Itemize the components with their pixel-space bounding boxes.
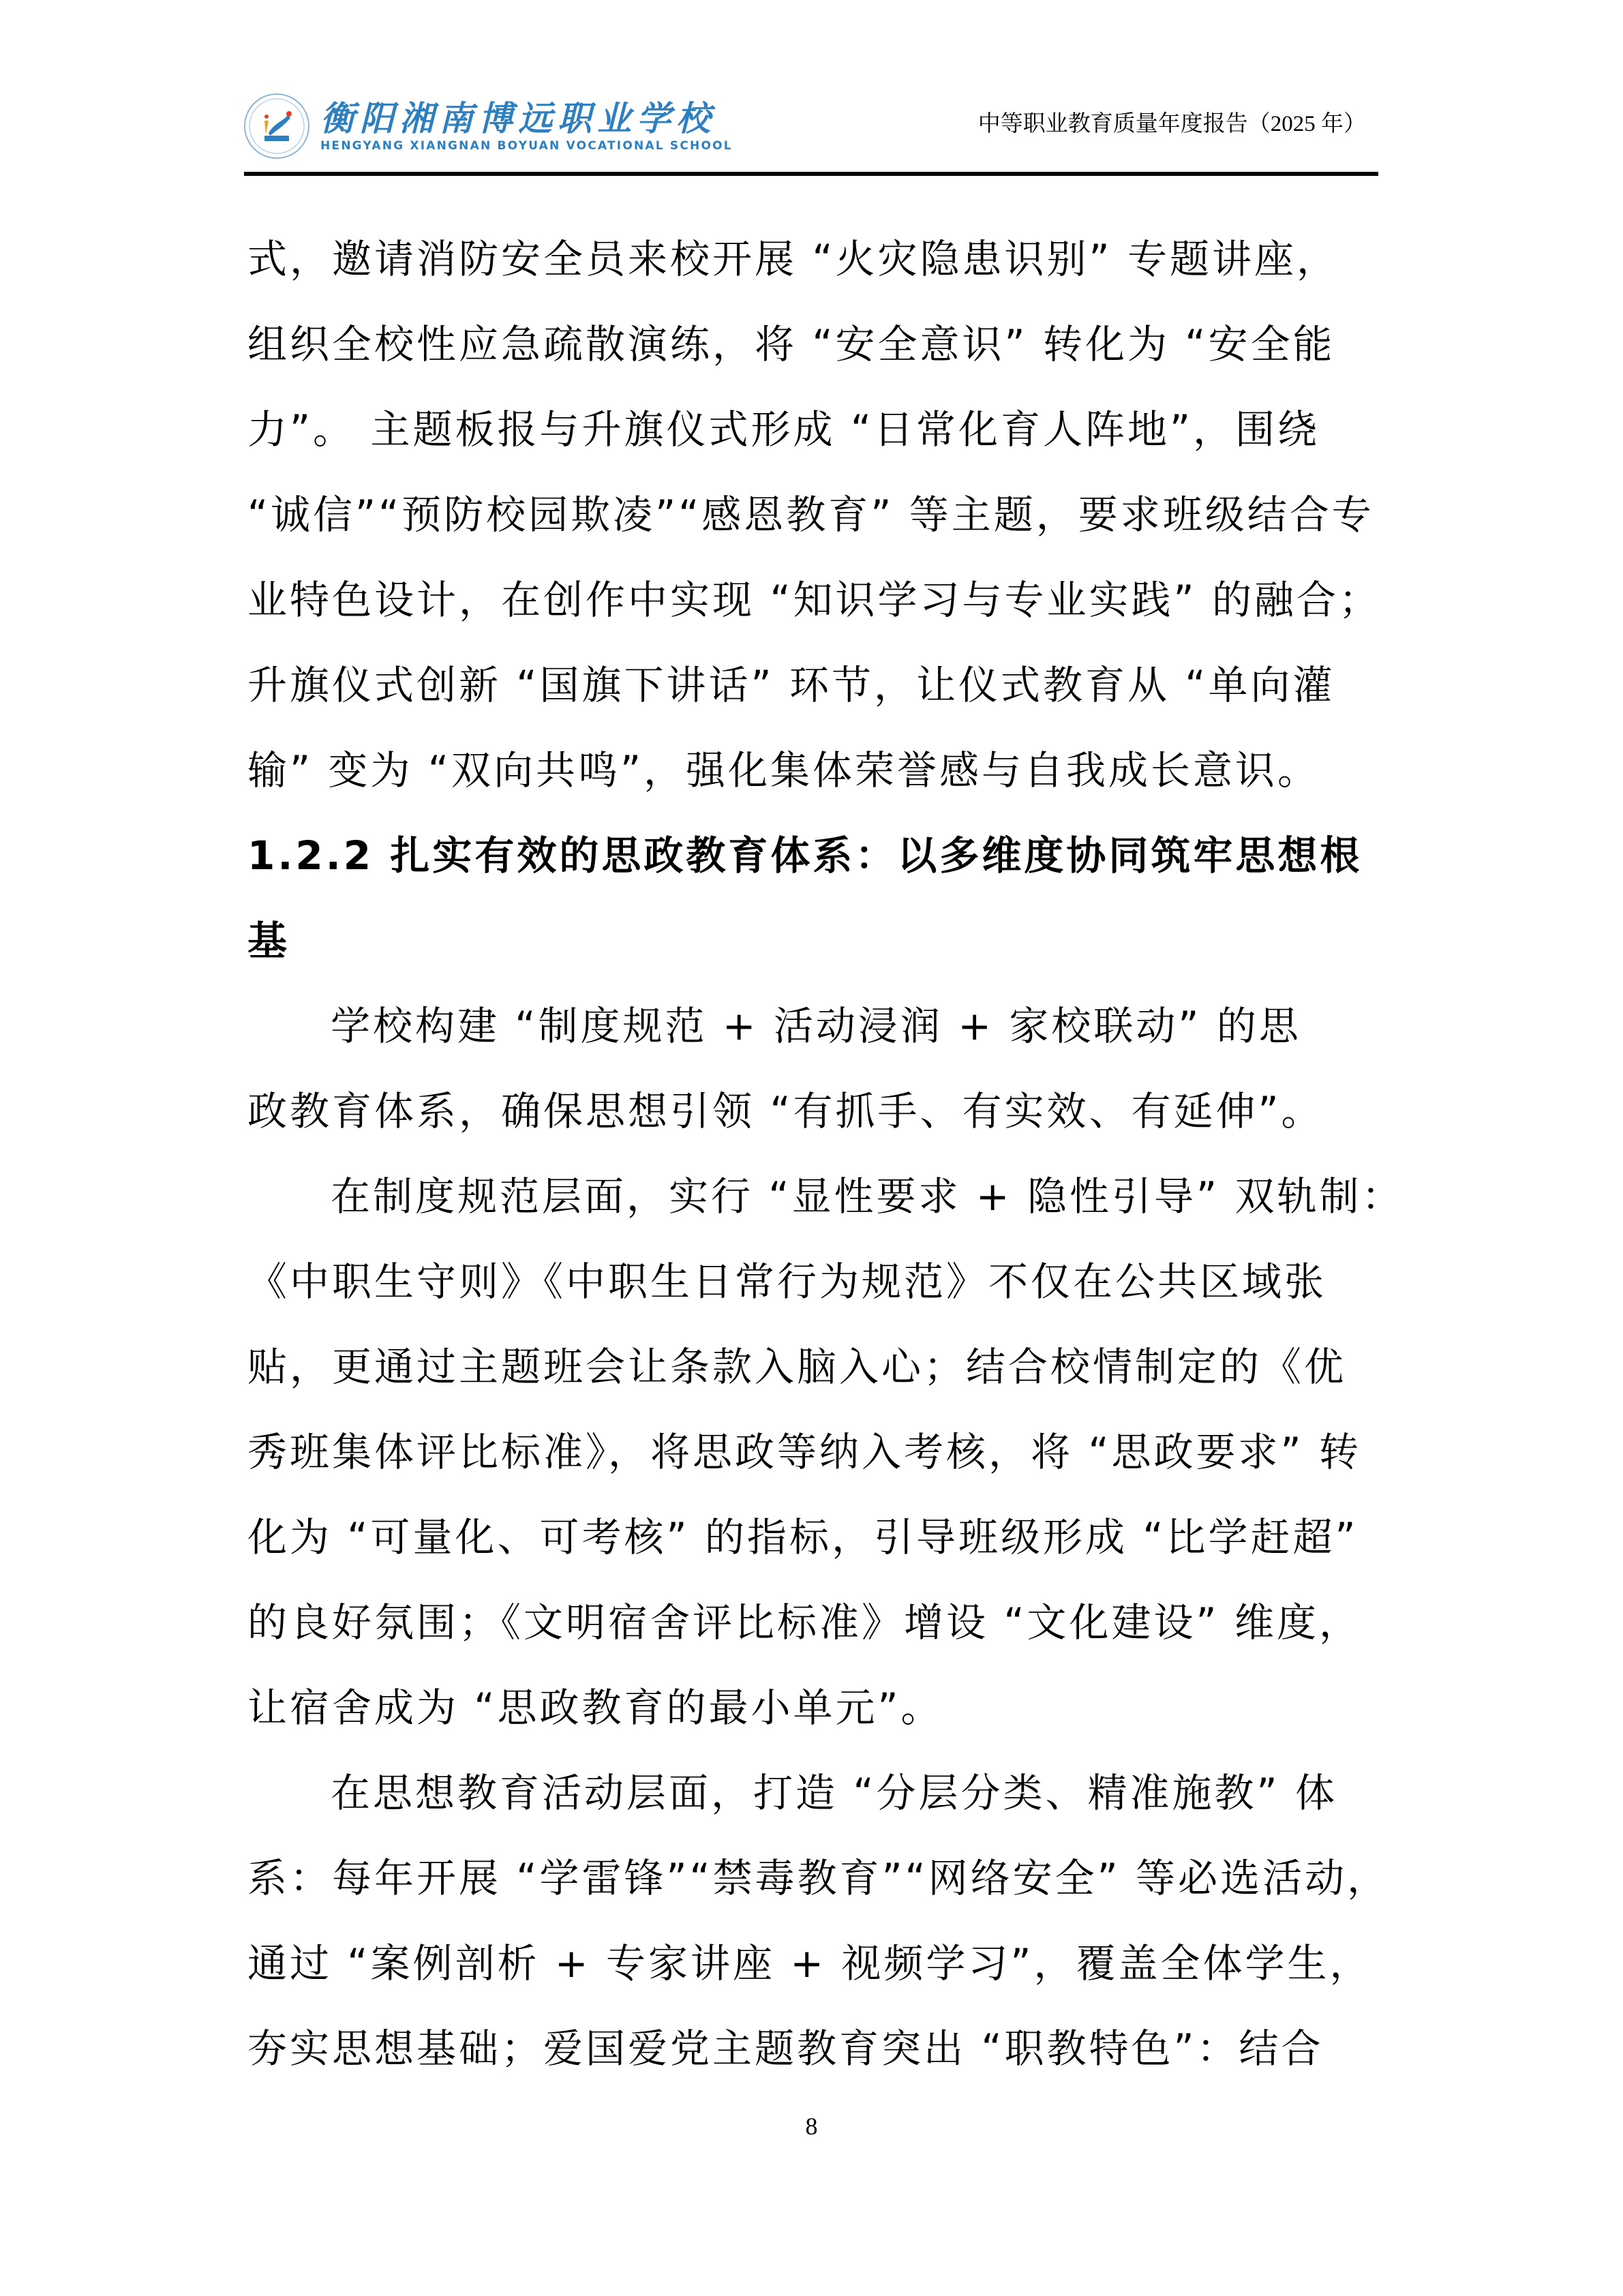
- text-line: 输” 变为 “双向共鸣”，强化集体荣誉感与自我成长意识。: [247, 747, 1320, 794]
- text-line: 升旗仪式创新 “国旗下讲话” 环节，让仪式教育从 “单向灌: [247, 662, 1335, 708]
- paragraph-safety-education: [247, 217, 1379, 813]
- text-line: 化为 “可量化、可考核” 的指标，引导班级形成 “比学赶超”: [247, 1514, 1359, 1560]
- text-line: 组织全校性应急疏散演练，将 “安全意识” 转化为 “安全能: [247, 321, 1335, 367]
- school-badge-icon: [244, 93, 309, 159]
- text-line: 式，邀请消防安全员来校开展 “火灾隐患识别” 专题讲座，: [247, 236, 1339, 282]
- school-name-cn: 衡阳湘南博远职业学校: [320, 98, 716, 138]
- paragraph-institutional-norms: [247, 1154, 1404, 1751]
- text-line: 《中职生守则》《中职生日常行为规范》不仅在公共区域张: [247, 1258, 1327, 1305]
- paragraph-system-overview: [247, 984, 1379, 1154]
- text-line: 在思想教育活动层面，打造 “分层分类、精准施教” 体: [331, 1770, 1337, 1816]
- text-line: 通过 “案例剖析 + 专家讲座 + 视频学习”，覆盖全体学生，: [247, 1940, 1372, 1987]
- text-line: 在制度规范层面，实行 “显性要求 + 隐性引导” 双轨制：: [331, 1173, 1404, 1220]
- text-line: 政教育体系，确保思想引领 “有抓手、有实效、有延伸”。: [247, 1088, 1324, 1134]
- page-number: 8: [805, 2113, 818, 2140]
- paragraph-education-activities: [247, 1751, 1390, 2091]
- school-name-en: HENGYANG XIANGNAN BOYUAN VOCATIONAL SCHOOL: [320, 139, 733, 153]
- text-line: 力”。 主题板报与升旗仪式形成 “日常化育人阵地”，围绕: [247, 406, 1320, 453]
- text-line: “诚信”“预防校园欺凌”“感恩教育” 等主题，要求班级结合专: [247, 492, 1374, 538]
- text-line: 让宿舍成为 “思政教育的最小单元”。: [247, 1685, 943, 1731]
- text-line: 业特色设计，在创作中实现 “知识学习与专业实践” 的融合；: [247, 577, 1381, 623]
- page-header: [244, 89, 1378, 177]
- section-heading-1-2-2: [247, 813, 1379, 984]
- header-divider: [244, 172, 1378, 176]
- text-line: 贴，更通过主题班会让条款入脑入心；结合校情制定的《优: [247, 1344, 1347, 1390]
- school-logo: [244, 89, 926, 164]
- text-line: 学校构建 “制度规范 + 活动浸润 + 家校联动” 的思: [331, 1003, 1301, 1049]
- heading-line: 1.2.2 扎实有效的思政教育体系：以多维度协同筑牢思想根: [247, 832, 1363, 879]
- text-line: 夯实思想基础；爱国爱党主题教育突出 “职教特色”：结合: [247, 2025, 1324, 2072]
- text-line: 的良好氛围；《文明宿舍评比标准》增设 “文化建设” 维度，: [247, 1599, 1361, 1646]
- document-body: [247, 217, 1404, 2091]
- text-line: 秀班集体评比标准》，将思政等纳入考核，将 “思政要求” 转: [247, 1429, 1361, 1475]
- heading-line: 基: [247, 918, 290, 964]
- text-line: 系：每年开展 “学雷锋”“禁毒教育”“网络安全” 等必选活动，: [247, 1855, 1390, 1901]
- report-title: 中等职业教育质量年度报告（2025 年）: [977, 112, 1366, 136]
